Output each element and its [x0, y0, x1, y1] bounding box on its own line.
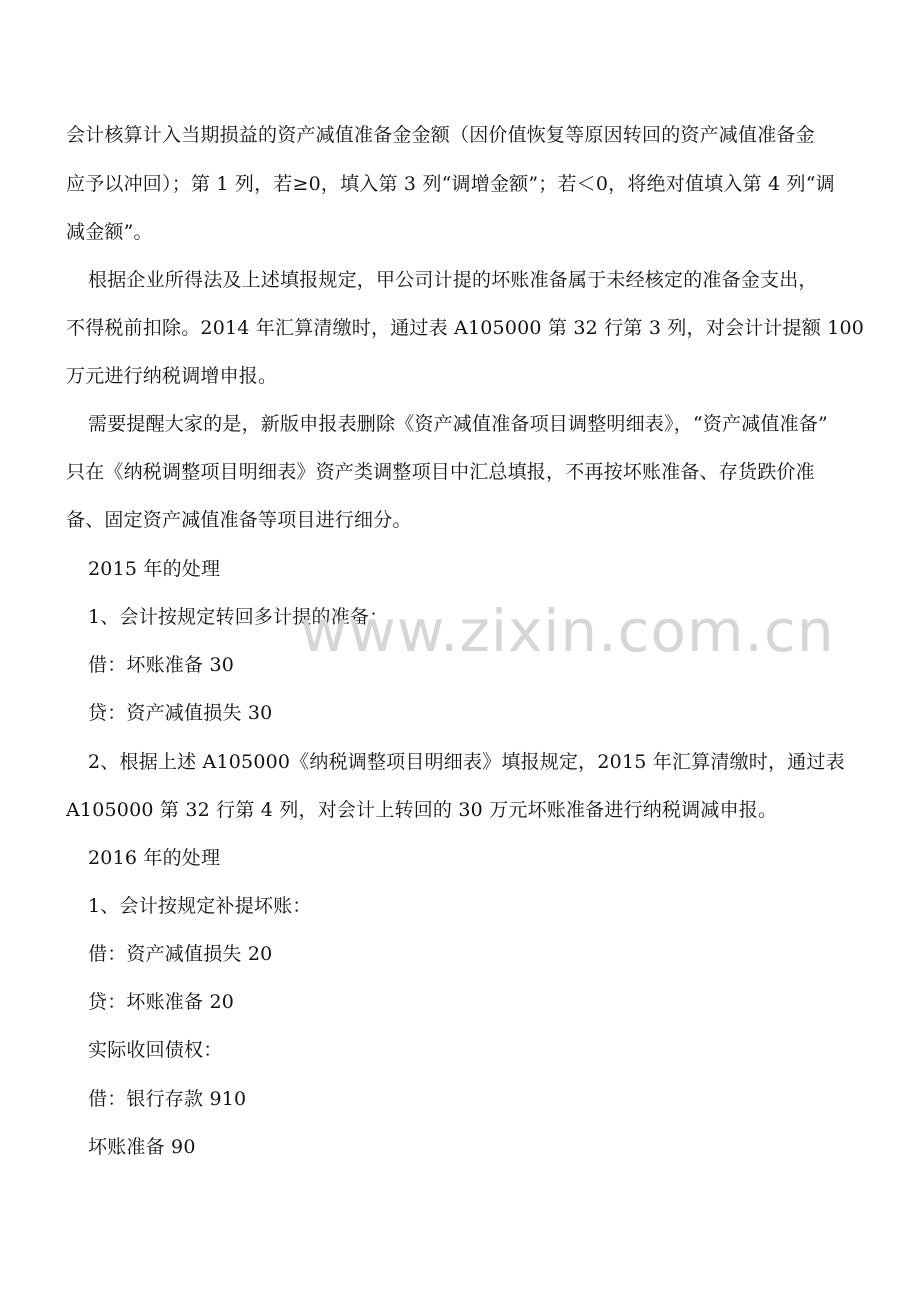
step-2015-2-line-2: A105000 第 32 行第 4 列，对会计上转回的 30 万元坏账准备进行纳税调减申报。 — [66, 799, 778, 821]
journal-debit-2016: 借：资产减值损失 20 — [88, 943, 273, 965]
paragraph-3-line-1: 需要提醒大家的是，新版申报表删除《资产减值准备项目调整明细表》，“资产减值准备” — [88, 413, 828, 435]
recovery-heading: 实际收回债权： — [88, 1039, 223, 1061]
paragraph-2-line-3: 万元进行纳税调增申报。 — [66, 365, 278, 387]
paragraph-1-line-2: 应予以冲回）；第 1 列，若≥0，填入第 3 列“调增金额”；若＜0，将绝对值填入第 4 列“调 — [66, 173, 835, 195]
section-heading-2016: 2016 年的处理 — [88, 847, 221, 869]
journal-debit-2015: 借：坏账准备 30 — [88, 654, 235, 676]
section-heading-2015: 2015 年的处理 — [88, 558, 221, 580]
recovery-debit-bank: 借：银行存款 910 — [88, 1088, 247, 1110]
step-2015-1: 1、会计按规定转回多计提的准备： — [88, 606, 389, 628]
paragraph-2-line-1: 根据企业所得法及上述填报规定，甲公司计提的坏账准备属于未经核定的准备金支出， — [88, 269, 818, 291]
paragraph-2-line-2: 不得税前扣除。2014 年汇算清缴时，通过表 A105000 第 32 行第 3 列，对会计计提额 100 — [66, 317, 865, 339]
watermark: www.zixin.com.cn — [300, 597, 835, 665]
paragraph-3-line-2: 只在《纳税调整项目明细表》资产类调整项目中汇总填报，不再按坏账准备、存货跌价准 — [66, 461, 815, 483]
paragraph-3-line-3: 备、固定资产减值准备等项目进行细分。 — [66, 509, 412, 531]
paragraph-1-line-1: 会计核算计入当期损益的资产减值准备金金额（因价值恢复等原因转回的资产减值准备金 — [66, 124, 815, 146]
journal-credit-2015: 贷：资产减值损失 30 — [88, 702, 273, 724]
paragraph-1-line-3: 减金额”。 — [66, 221, 153, 243]
step-2015-2-line-1: 2、根据上述 A105000《纳税调整项目明细表》填报规定，2015 年汇算清缴时，通过表 — [88, 751, 845, 773]
step-2016-1: 1、会计按规定补提坏账： — [88, 895, 312, 917]
journal-credit-2016: 贷：坏账准备 20 — [88, 991, 235, 1013]
recovery-debit-allowance: 坏账准备 90 — [88, 1136, 196, 1158]
